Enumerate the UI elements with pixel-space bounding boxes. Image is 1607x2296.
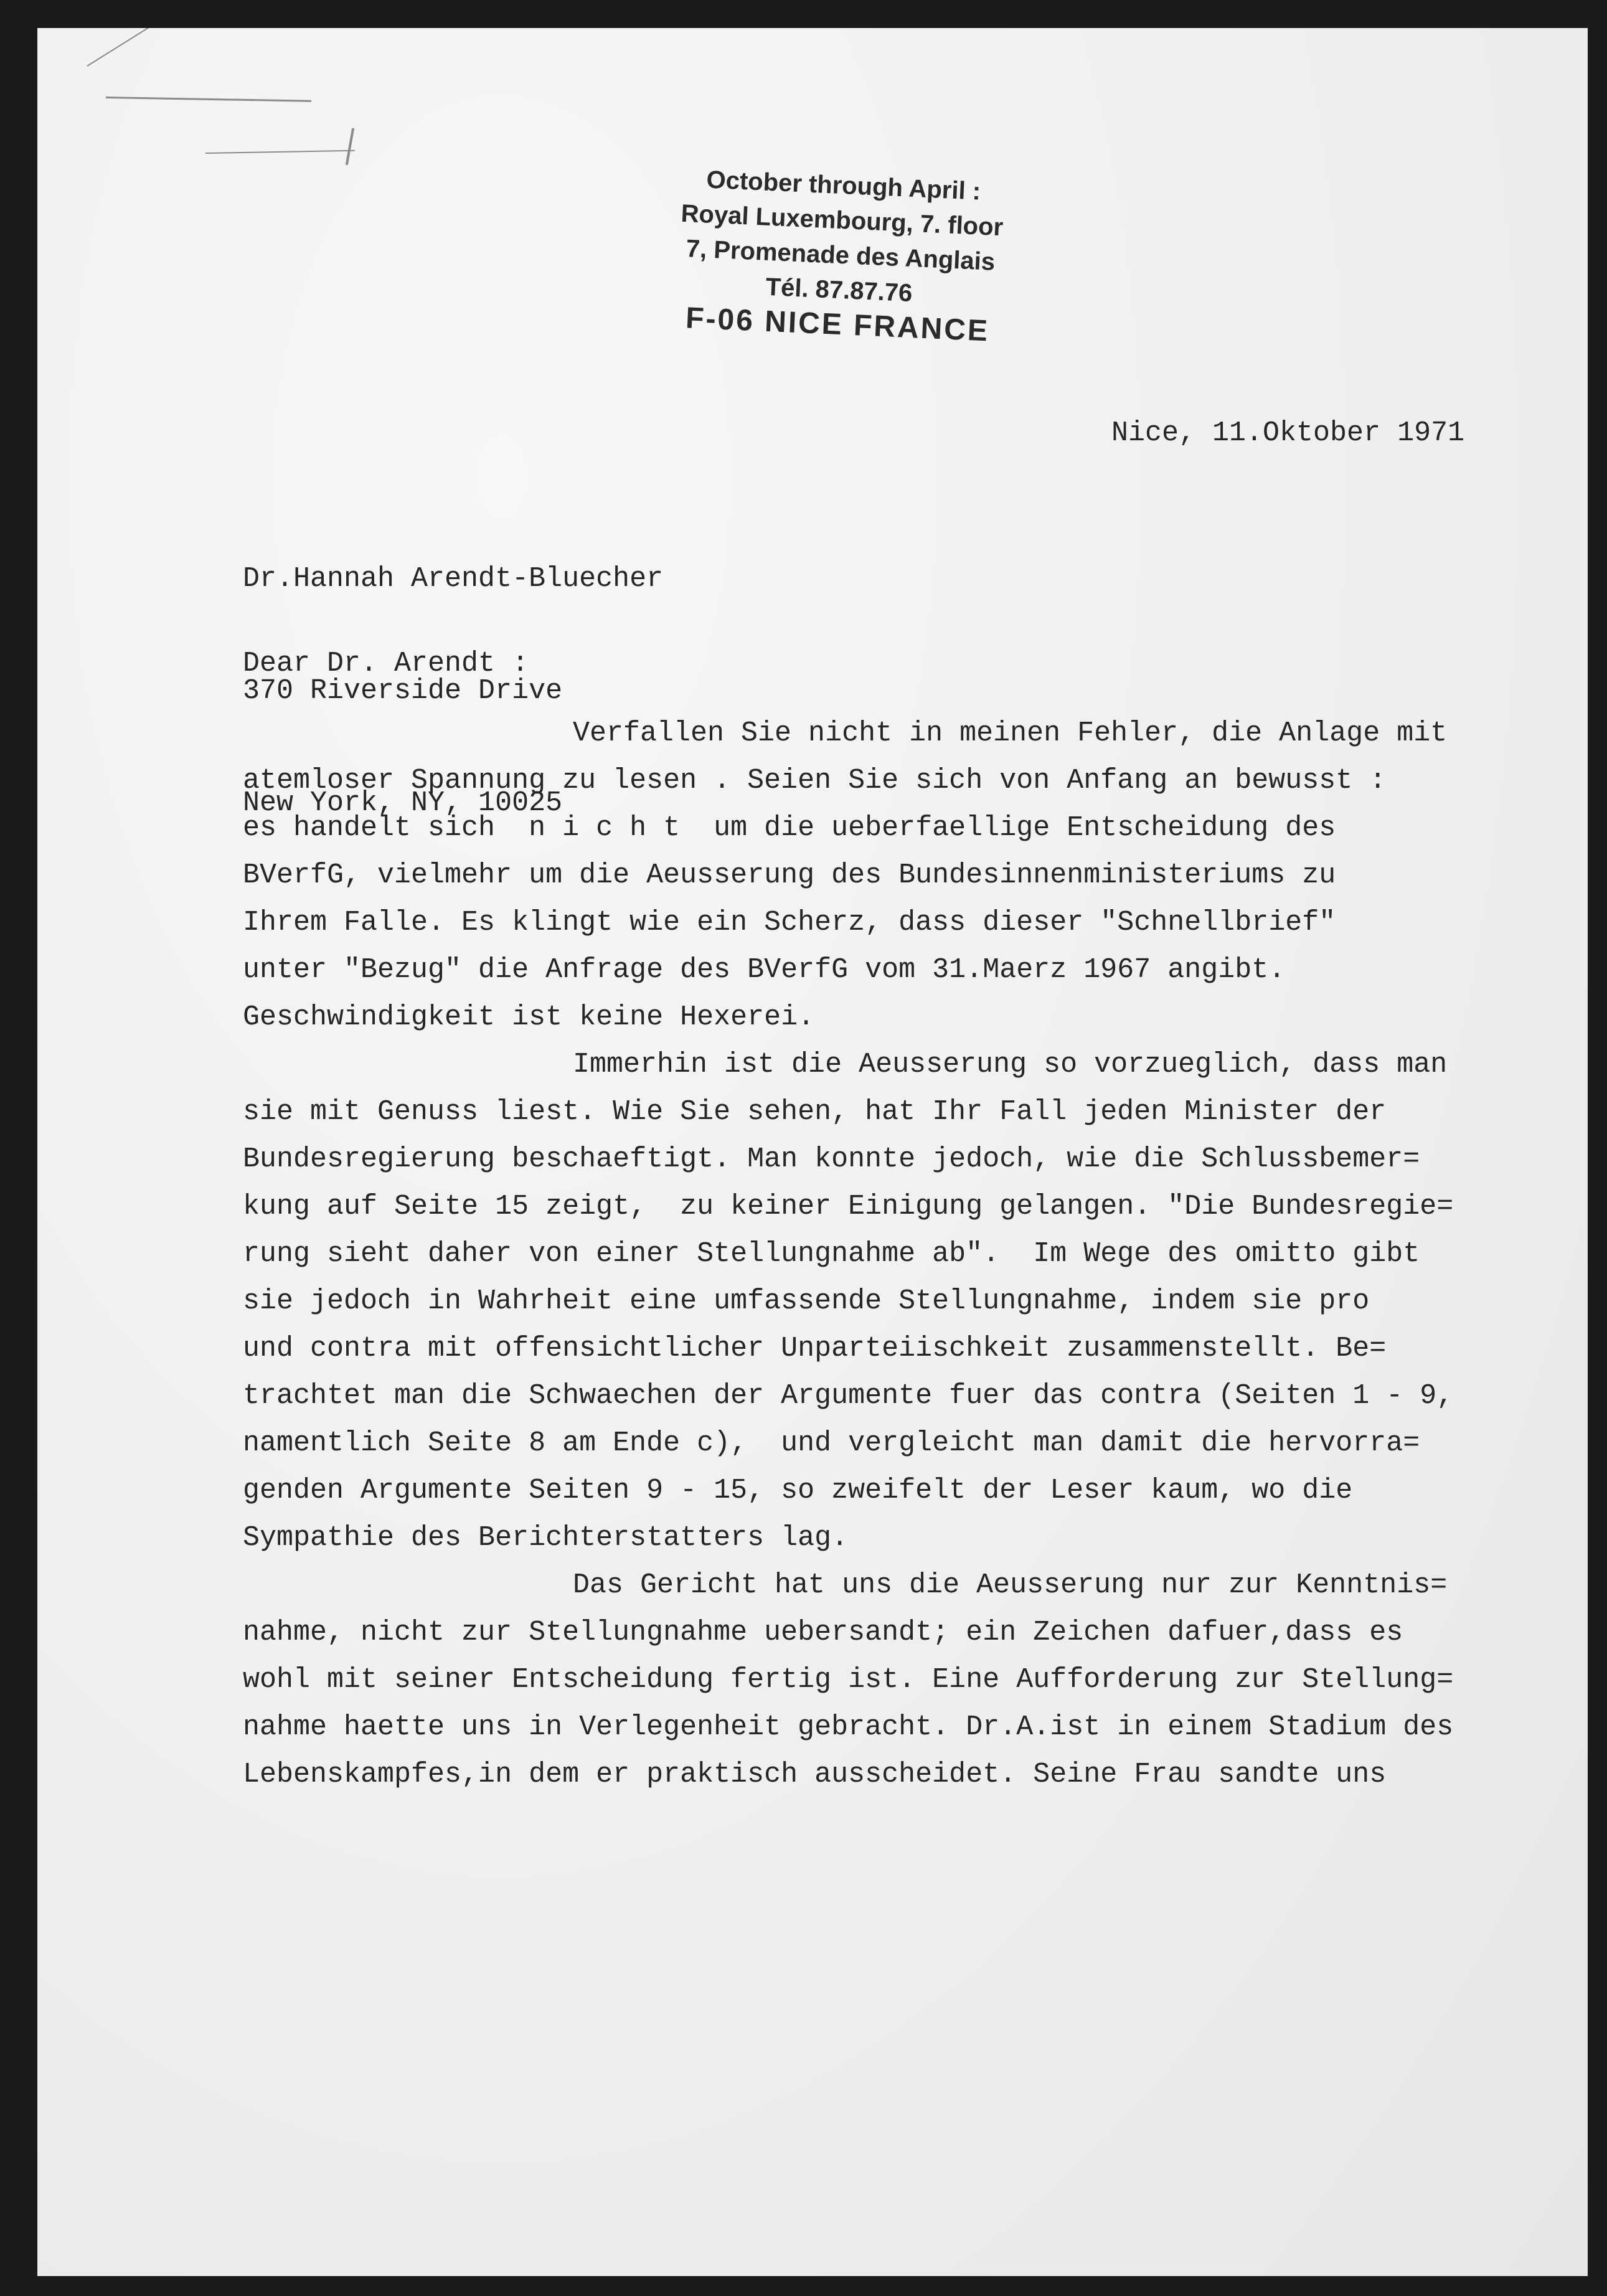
body-line: trachtet man die Schwaechen der Argumente fuer das contra (Seiten 1 - 9, [243,1380,1454,1412]
stamp-line-5: F-06 NICE FRANCE [685,301,991,348]
body-line: unter "Bezug" die Anfrage des BVerfG vom 31.Maerz 1967 angibt. [243,954,1286,986]
body-line: nahme, nicht zur Stellungnahme uebersandt; ein Zeichen dafuer,dass es [243,1617,1403,1648]
body-line: Verfallen Sie nicht in meinen Fehler, die Anlage mit [573,717,1448,749]
body-line: sie mit Genuss liest. Wie Sie sehen, hat Ihr Fall jeden Minister der [243,1096,1387,1128]
recipient-street: 370 Riverside Drive [243,675,563,707]
letter-page [37,28,1588,2276]
body-line: Geschwindigkeit ist keine Hexerei. [243,1001,815,1033]
stamp-line-1: October through April : [705,166,981,206]
body-line: Ihrem Falle. Es klingt wie ein Scherz, dass dieser "Schnellbrief" [243,907,1336,938]
stamp-line-3: 7, Promenade des Anglais [686,235,996,276]
stamp-line-4: Tél. 87.87.76 [765,273,913,308]
recipient-city: New York, NY, 10025 [243,787,563,819]
body-line: Immerhin ist die Aeusserung so vorzueglich, dass man [573,1049,1448,1080]
body-line: kung auf Seite 15 zeigt, zu keiner Einigung gelangen. "Die Bundesregie= [243,1191,1454,1222]
body-line: rung sieht daher von einer Stellungnahme ab". Im Wege des omitto gibt [243,1238,1420,1270]
pencil-mark [205,150,355,154]
pencil-mark [346,128,354,165]
letter-body [243,710,1550,1798]
body-line: Bundesregierung beschaeftigt. Man konnte jedoch, wie die Schlussbemer= [243,1143,1420,1175]
body-line: Sympathie des Berichterstatters lag. [243,1522,849,1554]
pencil-mark [87,28,166,67]
letter-date: Nice, 11.Oktober 1971 [1111,417,1465,449]
body-line: BVerfG, vielmehr um die Aeusserung des Bundesinnenministeriums zu [243,859,1336,891]
body-line: wohl mit seiner Entscheidung fertig ist. Eine Aufforderung zur Stellung= [243,1664,1454,1696]
body-line: nahme haette uns in Verlegenheit gebracht. Dr.A.ist in einem Stadium des [243,1711,1454,1743]
body-line: genden Argumente Seiten 9 - 15, so zweifelt der Leser kaum, wo die [243,1475,1353,1506]
body-line: Das Gericht hat uns die Aeusserung nur zur Kenntnis= [573,1569,1448,1601]
letterhead-stamp [662,161,1019,350]
recipient-name: Dr.Hannah Arendt-Bluecher [243,563,664,595]
body-line: atemloser Spannung zu lesen . Seien Sie sich von Anfang an bewusst : [243,765,1387,796]
body-line: namentlich Seite 8 am Ende c), und vergleicht man damit die hervorra= [243,1427,1420,1459]
body-line: es handelt sich n i c h t um die ueberfaellige Entscheidung des [243,812,1336,844]
pencil-mark [106,97,311,102]
body-line: und contra mit offensichtlicher Unparteiischkeit zusammenstellt. Be= [243,1333,1387,1364]
body-line: Lebenskampfes,in dem er praktisch ausscheidet. Seine Frau sandte uns [243,1759,1387,1790]
salutation: Dear Dr. Arendt : [243,648,529,679]
stamp-line-2: Royal Luxembourg, 7. floor [680,199,1004,242]
body-line: sie jedoch in Wahrheit eine umfassende Stellungnahme, indem sie pro [243,1285,1370,1317]
